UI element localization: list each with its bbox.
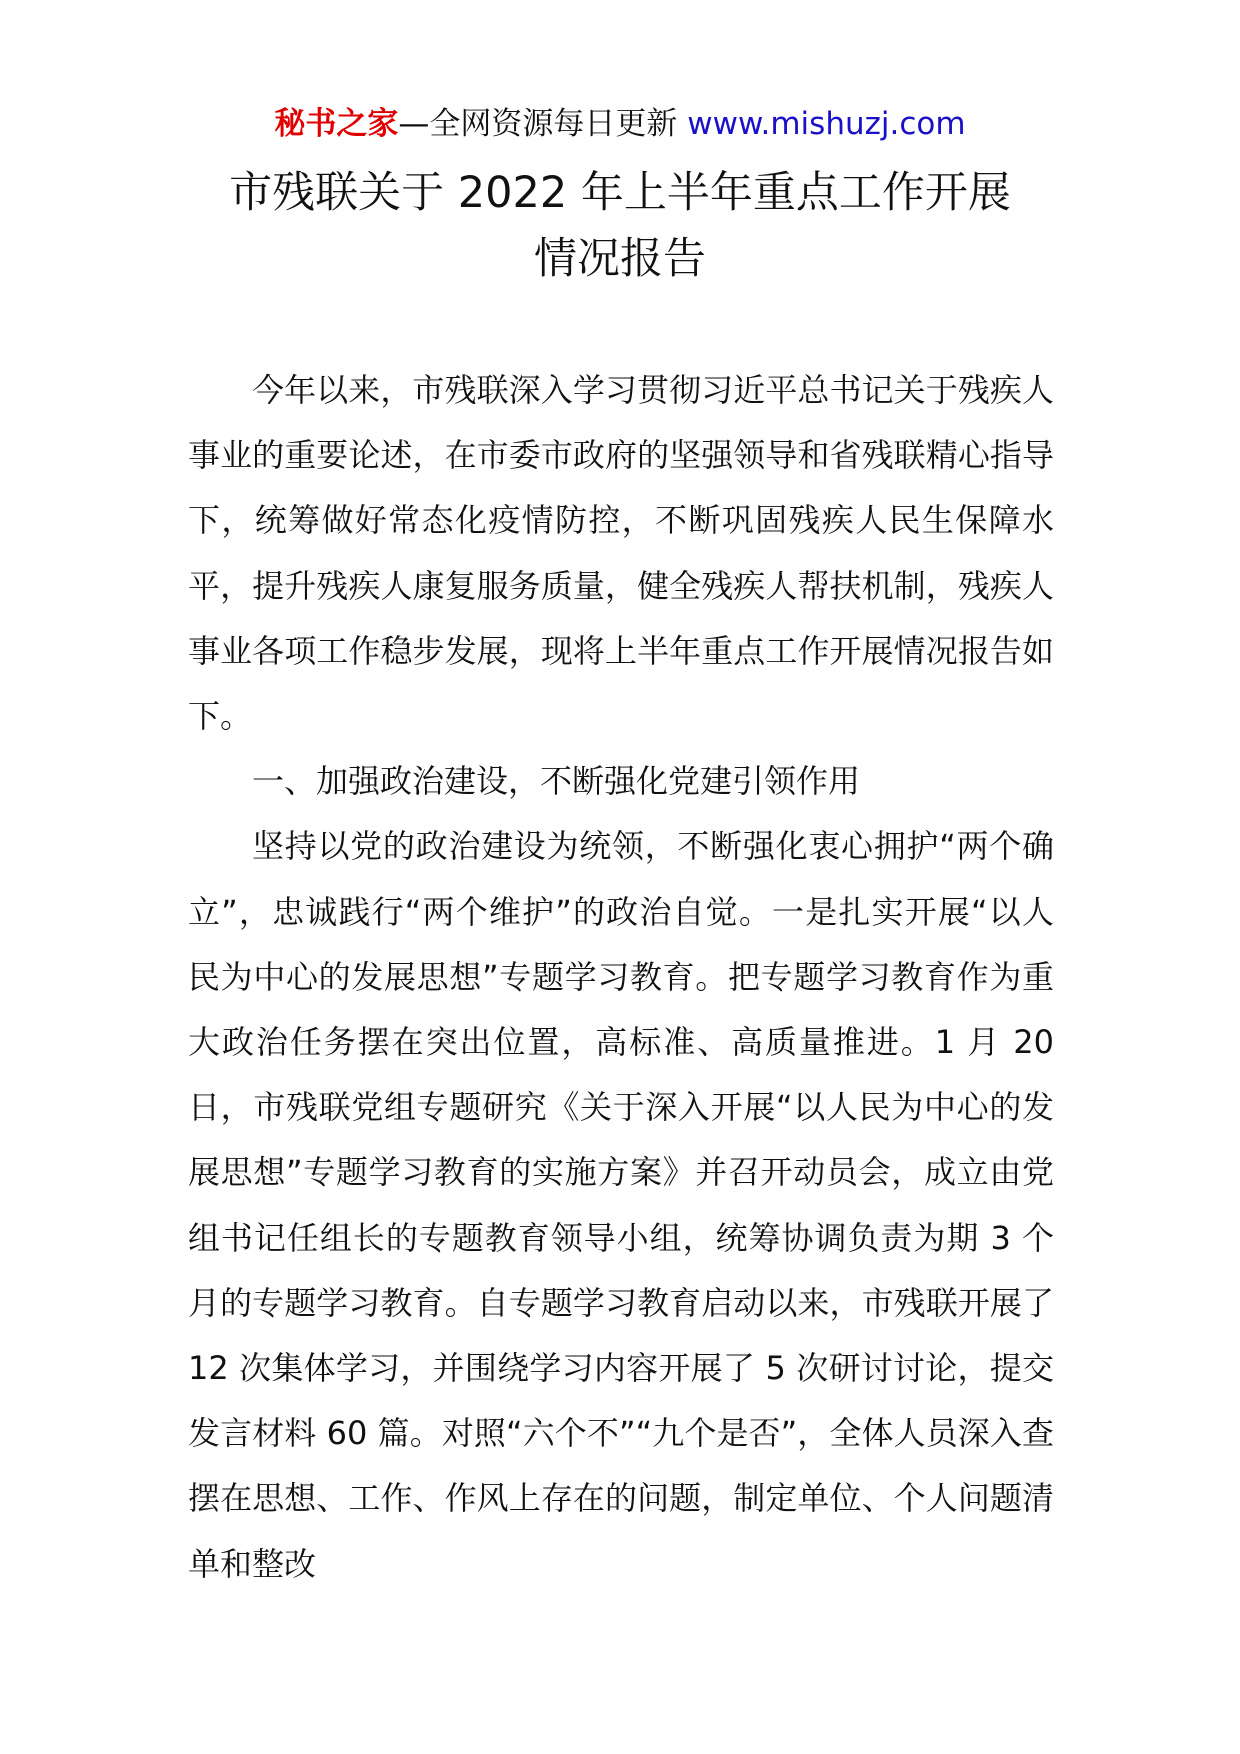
site-header [0, 100, 1240, 148]
document-title [0, 160, 1240, 292]
header-url-link[interactable]: www.mishuzj.com [687, 106, 966, 142]
intro-paragraph: 今年以来，市残联深入学习贯彻习近平总书记关于残疾人事业的重要论述，在市委市政府的坚强领导和省残联精心指导下，统筹做好常态化疫情防控，不断巩固残疾人民生保障水平，提升残疾人康复服务质量，健全残疾人帮扶机制，残疾人事业各项工作稳步发展，现将上半年重点工作开展情况报告如下。 [188, 371, 1054, 736]
title-line-2: 情况报告 [534, 234, 706, 284]
document-body [188, 358, 1054, 1597]
header-slogan: —全网资源每日更新 [398, 106, 688, 142]
title-line-1: 市残联关于 2022 年上半年重点工作开展 [229, 168, 1011, 218]
section-1-heading: 一、加强政治建设，不断强化党建引领作用 [252, 762, 861, 801]
section-1-paragraph: 坚持以党的政治建设为统领，不断强化衷心拥护“两个确立”，忠诚践行“两个维护”的政治自觉。一是扎实开展“以人民为中心的发展思想”专题学习教育。把专题学习教育作为重大政治任务摆在突出位置，高标准、高质量推进。1 月 20 日，市残联党组专题研究《关于深入开展“以人民为中心的发展思想”专题学习教育的实施方案》并召开动员会，成立由党组书记任组长的专题教育领导小组，统筹协调负责为期 3 个月的专题学习教育。自专题学习教育启动以来，市残联开展了 12 次集体学习，并围绕学习内容开展了 5 次研讨讨论，提交发言材料 60 篇。对照“六个不”“九个是否”，全体人员深入查摆在思想、工作、作风上存在的问题，制定单位、个人问题清单和整改 [188, 827, 1054, 1583]
header-brand: 秘书之家 [274, 106, 399, 142]
